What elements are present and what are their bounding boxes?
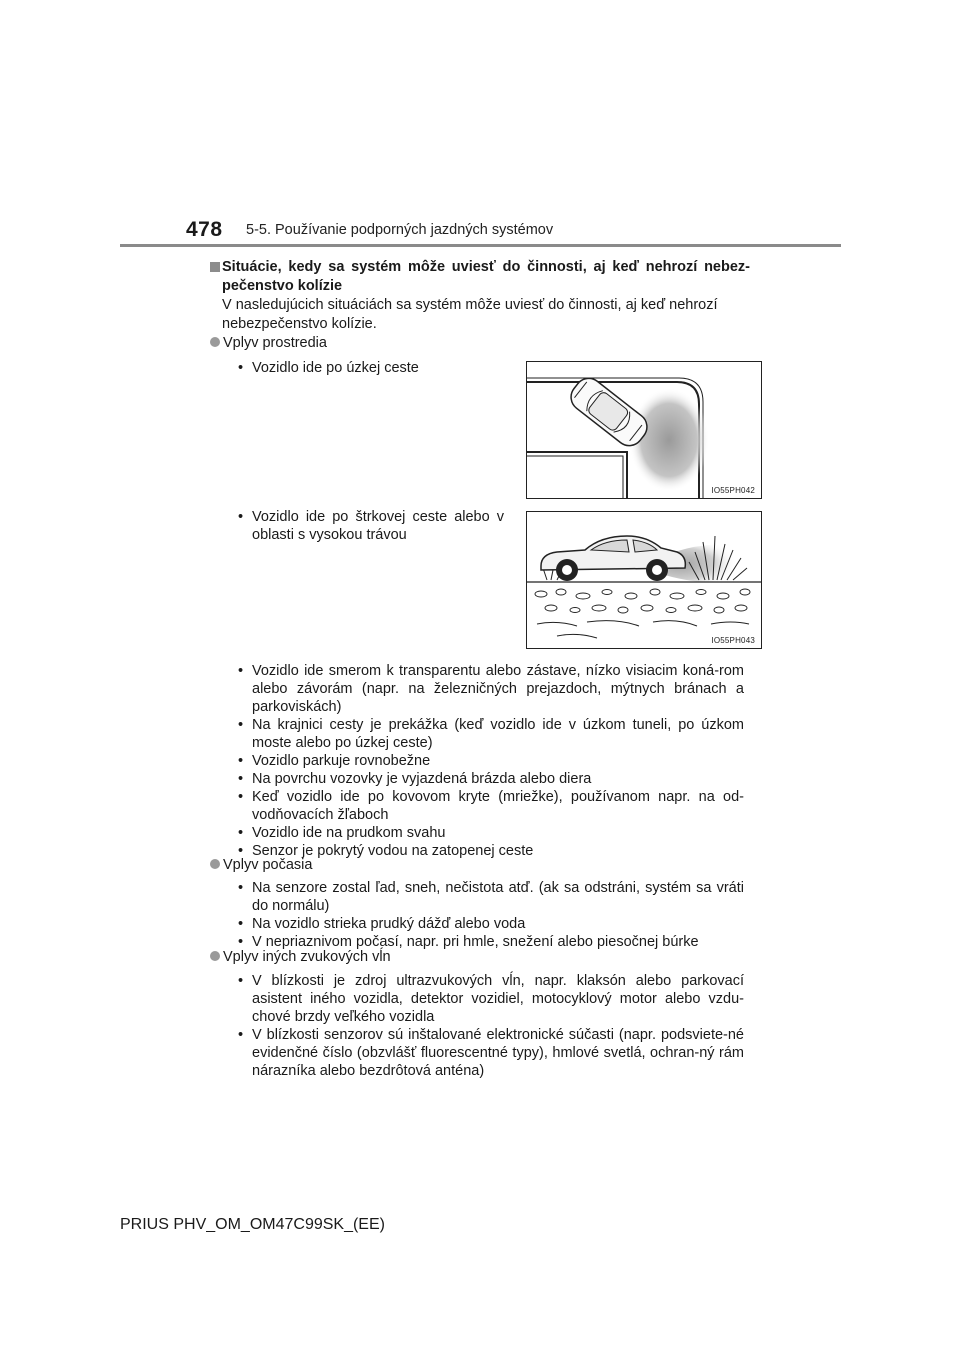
- bullet-icon: •: [238, 916, 244, 932]
- list-item: [238, 824, 744, 842]
- section-heading: [210, 258, 750, 296]
- sound-list: [238, 972, 744, 1080]
- section-heading-text: Situácie, kedy sa systém môže uviesť do činnosti, aj keď nehrozí nebez-pečenstvo kolízie: [222, 259, 750, 294]
- page-number: 478: [186, 218, 223, 241]
- figure-narrow-road: [526, 361, 762, 499]
- list-item-text: Vozidlo ide po štrkovej ceste alebo v oblasti s vysokou trávou: [252, 509, 504, 543]
- list-item-text: Na vozidlo strieka prudký dážď alebo voda: [252, 916, 526, 932]
- bullet-icon: •: [238, 663, 244, 679]
- group-environment-title: [210, 334, 327, 353]
- circle-bullet-icon: [210, 337, 220, 347]
- group-sound-title: [210, 948, 391, 967]
- bullet-icon: •: [238, 934, 244, 950]
- group-title-text: Vplyv iných zvukových vĺn: [223, 949, 391, 965]
- figure-code: IO55PH043: [711, 636, 755, 645]
- list-item: [238, 788, 744, 824]
- list-item-text: Keď vozidlo ide po kovovom kryte (mriežke), používanom napr. na od-vodňovacích žľaboch: [252, 789, 744, 823]
- intro-paragraph: V nasledujúcich situáciách sa systém môže uviesť do činnosti, aj keď nehrozí nebezpečenstvo kolízie.: [222, 297, 718, 332]
- list-item: [238, 842, 744, 860]
- bullet-icon: •: [238, 973, 244, 989]
- list-item-text: V blízkosti senzorov sú inštalované elektronické súčasti (napr. podsviete-né evidenčné číslo (obzvlášť fluorescentné typy), hmlové svetlá, ochran-ný rám nárazníka alebo bezdrôtová anténa): [252, 1027, 744, 1079]
- circle-bullet-icon: [210, 859, 220, 869]
- group-weather-title: [210, 856, 312, 875]
- list-item-text: Na krajnici cesty je prekážka (keď vozidlo ide v úzkom tuneli, po úzkom moste alebo po úzkej ceste): [252, 717, 744, 751]
- group-title-text: Vplyv počasia: [223, 857, 313, 873]
- bullet-icon: •: [238, 789, 244, 805]
- environment-list-c: [238, 662, 744, 860]
- circle-bullet-icon: [210, 951, 220, 961]
- bullet-icon: •: [238, 753, 244, 769]
- list-item: [238, 716, 744, 752]
- bullet-icon: •: [238, 825, 244, 841]
- list-item: [238, 752, 744, 770]
- gravel-grass-illustration: [527, 512, 761, 648]
- bullet-icon: •: [238, 360, 244, 376]
- bullet-icon: •: [238, 509, 244, 525]
- list-item: [238, 879, 744, 915]
- list-item-text: Vozidlo parkuje rovnobežne: [252, 753, 431, 769]
- list-item-text: V blízkosti je zdroj ultrazvukových vĺn, napr. klaksón alebo parkovací asistent iného vozidla, detektor vozidiel, motocyklový motor alebo vzdu-chové brzdy veľkého vozidla: [252, 973, 744, 1025]
- document-id: PRIUS PHV_OM_OM47C99SK_(EE): [120, 1216, 385, 1233]
- list-item: [238, 1026, 744, 1080]
- list-item-text: Vozidlo ide na prudkom svahu: [252, 825, 446, 841]
- figure-gravel-grass: [526, 511, 762, 649]
- header-divider: [120, 244, 841, 247]
- bullet-icon: •: [238, 843, 244, 859]
- list-item-text: V nepriaznivom počasí, napr. pri hmle, snežení alebo piesočnej búrke: [252, 934, 699, 950]
- bullet-icon: •: [238, 880, 244, 896]
- figure-code: IO55PH042: [711, 486, 755, 495]
- list-item-text: Vozidlo ide smerom k transparentu alebo zástave, nízko visiacim koná-rom alebo závorám (napr. na železničných prejazdoch, mýtnych bránach a parkoviskách): [252, 663, 744, 715]
- list-item-text: Na povrchu vozovky je vyjazdená brázda alebo diera: [252, 771, 592, 787]
- square-bullet-icon: [210, 262, 220, 272]
- list-item: [238, 972, 744, 1026]
- list-item-text: Senzor je pokrytý vodou na zatopenej ceste: [252, 843, 534, 859]
- list-item: [238, 662, 744, 716]
- list-item: [238, 359, 508, 377]
- list-item: [238, 770, 744, 788]
- list-item-text: Vozidlo ide po úzkej ceste: [252, 360, 419, 376]
- list-item: [238, 915, 744, 933]
- list-item-text: Na senzore zostal ľad, sneh, nečistota atď. (ak sa odstráni, systém sa vráti do normálu): [252, 880, 744, 914]
- bullet-icon: •: [238, 771, 244, 787]
- bullet-icon: •: [238, 1027, 244, 1043]
- group-title-text: Vplyv prostredia: [223, 335, 327, 351]
- narrow-road-illustration: [527, 362, 761, 498]
- list-item: [238, 508, 504, 544]
- environment-list-a: [238, 359, 508, 377]
- section-title: 5-5. Používanie podporných jazdných systémov: [246, 222, 554, 238]
- environment-list-b: [238, 508, 504, 544]
- bullet-icon: •: [238, 717, 244, 733]
- weather-list: [238, 879, 744, 951]
